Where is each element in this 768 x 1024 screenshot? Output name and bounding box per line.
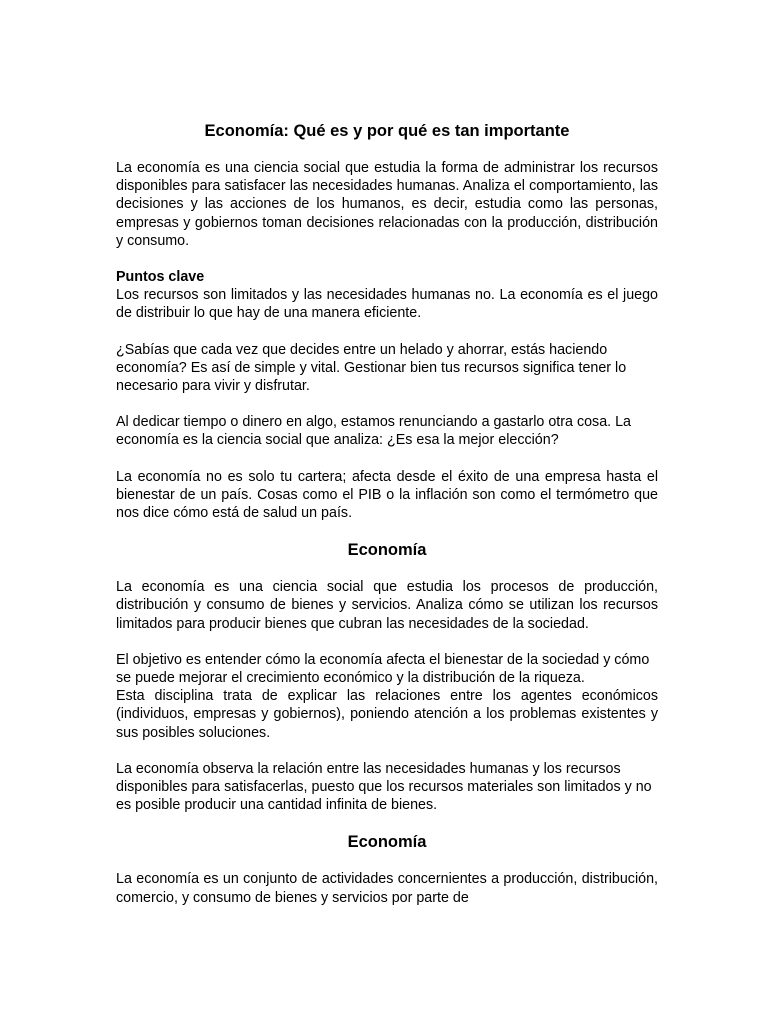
paragraph-2: ¿Sabías que cada vez que decides entre un helado y ahorrar, estás haciendo economía? Es así de simple y vital. Gestionar bien tus recursos significa tener lo necesario para vivir y disfrutar.	[116, 341, 627, 395]
document-title: Economía: Qué es y por qué es tan importante	[204, 122, 570, 140]
document-page	[116, 121, 658, 925]
section-1-paragraph-2b: Esta disciplina trata de explicar las relaciones entre los agentes económicos (individuos, empresas y gobiernos), poniendo atención a los problemas existentes y sus posibles soluciones.	[116, 688, 658, 741]
key-points-block	[116, 268, 658, 323]
section-2-heading: Economía	[347, 833, 427, 852]
paragraph-3: Al dedicar tiempo o dinero en algo, estamos renunciando a gastarlo otra cosa. La economía es la ciencia social que analiza: ¿Es esa la mejor elección?	[116, 414, 632, 449]
section-1-paragraph-1: La economía es una ciencia social que estudia los procesos de producción, distribución y consumo de bienes y servicios. Analiza cómo se utilizan los recursos limitados para producir bienes que cubran las necesidades de la sociedad.	[116, 579, 658, 632]
key-points-text: Los recursos son limitados y las necesidades humanas no. La economía es el juego de distribuir lo que hay de una manera eficiente.	[116, 287, 658, 322]
section-1-paragraph-2a: El objetivo es entender cómo la economía afecta el bienestar de la sociedad y cómo se puede mejorar el crecimiento económico y la distribución de la riqueza.	[116, 651, 650, 687]
key-points-heading: Puntos clave	[116, 269, 205, 286]
section-2-paragraph-1: La economía es un conjunto de actividades concernientes a producción, distribución, comercio, y consumo de bienes y servicios por parte de	[116, 871, 658, 906]
intro-paragraph: La economía es una ciencia social que estudia la forma de administrar los recursos disponibles para satisfacer las necesidades humanas. Analiza el comportamiento, las decisiones y las acciones de los humanos, es decir, estudia como las personas, empresas y gobiernos toman decisiones relacionadas con la producción, distribución y consumo.	[116, 160, 658, 249]
paragraph-4: La economía no es solo tu cartera; afecta desde el éxito de una empresa hasta el bienestar de un país. Cosas como el PIB o la inflación son como el termómetro que nos dice cómo está de salud un país.	[116, 468, 658, 522]
section-1-paragraph-3: La economía observa la relación entre las necesidades humanas y los recursos disponibles para satisfacerlas, puesto que los recursos materiales son limitados y no es posible producir una cantidad infinita de bienes.	[116, 760, 652, 814]
section-1-heading: Economía	[347, 541, 427, 560]
section-1-paragraph-2-block	[116, 651, 658, 742]
